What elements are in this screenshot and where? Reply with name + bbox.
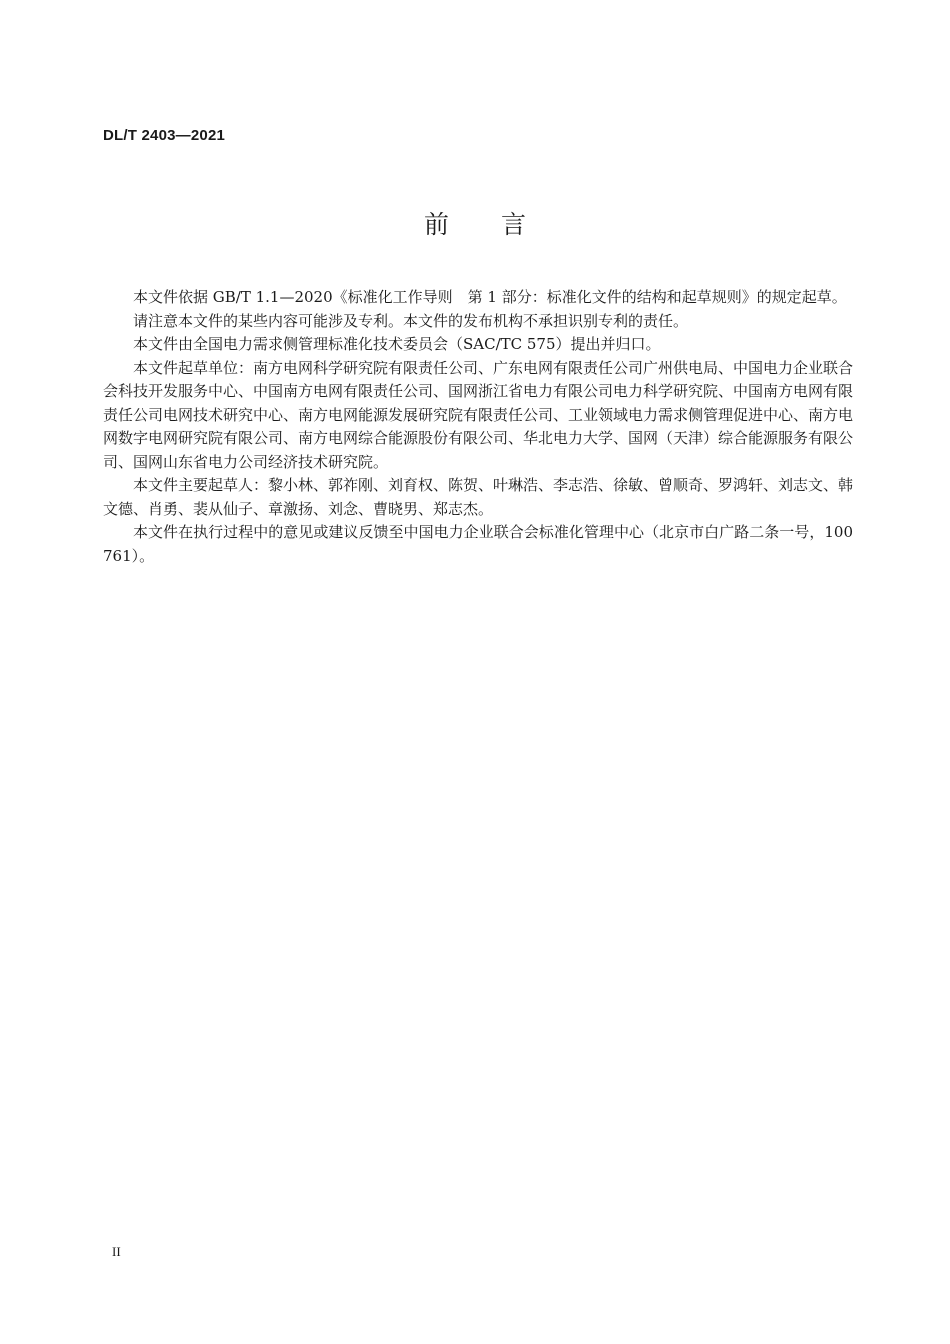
paragraph-drafting-units: 本文件起草单位：南方电网科学研究院有限责任公司、广东电网有限责任公司广州供电局、中国电力企业联合会科技开发服务中心、中国南方电网有限责任公司、国网浙江省电力有限公司电力科学研究院、中国南方电网有限责任公司电网技术研究中心、南方电网能源发展研究院有限责任公司、工业领域电力需求侧管理促进中心、南方电网数字电网研究院有限公司、南方电网综合能源股份有限公司、华北电力大学、国网（天津）综合能源服务有限公司、国网山东省电力公司经济技术研究院。 xyxy=(103,358,854,471)
paragraph-basis: 本文件依据 GB/T 1.1—2020《标准化工作导则 第 1 部分：标准化文件的结构和起草规则》的规定起草。 xyxy=(133,288,847,306)
paragraph-patent-notice: 请注意本文件的某些内容可能涉及专利。本文件的发布机构不承担识别专利的责任。 xyxy=(133,311,689,330)
standard-code: DL/T 2403—2021 xyxy=(103,127,226,144)
page-title: 前言 xyxy=(423,210,578,239)
page-number: II xyxy=(112,1244,121,1259)
paragraph-feedback: 本文件在执行过程中的意见或建议反馈至中国电力企业联合会标准化管理中心（北京市白广路二条一号，100761）。 xyxy=(103,523,853,565)
foreword-body xyxy=(103,286,853,568)
paragraph-drafters: 本文件主要起草人：黎小林、郭祚刚、刘育权、陈贺、叶琳浩、李志浩、徐敏、曾顺奇、罗鸿轩、刘志文、韩文德、肖勇、裴从仙子、章激扬、刘念、曹晓男、郑志杰。 xyxy=(103,476,854,518)
paragraph-proposer: 本文件由全国电力需求侧管理标准化技术委员会（SAC/TC 575）提出并归口。 xyxy=(133,335,661,353)
